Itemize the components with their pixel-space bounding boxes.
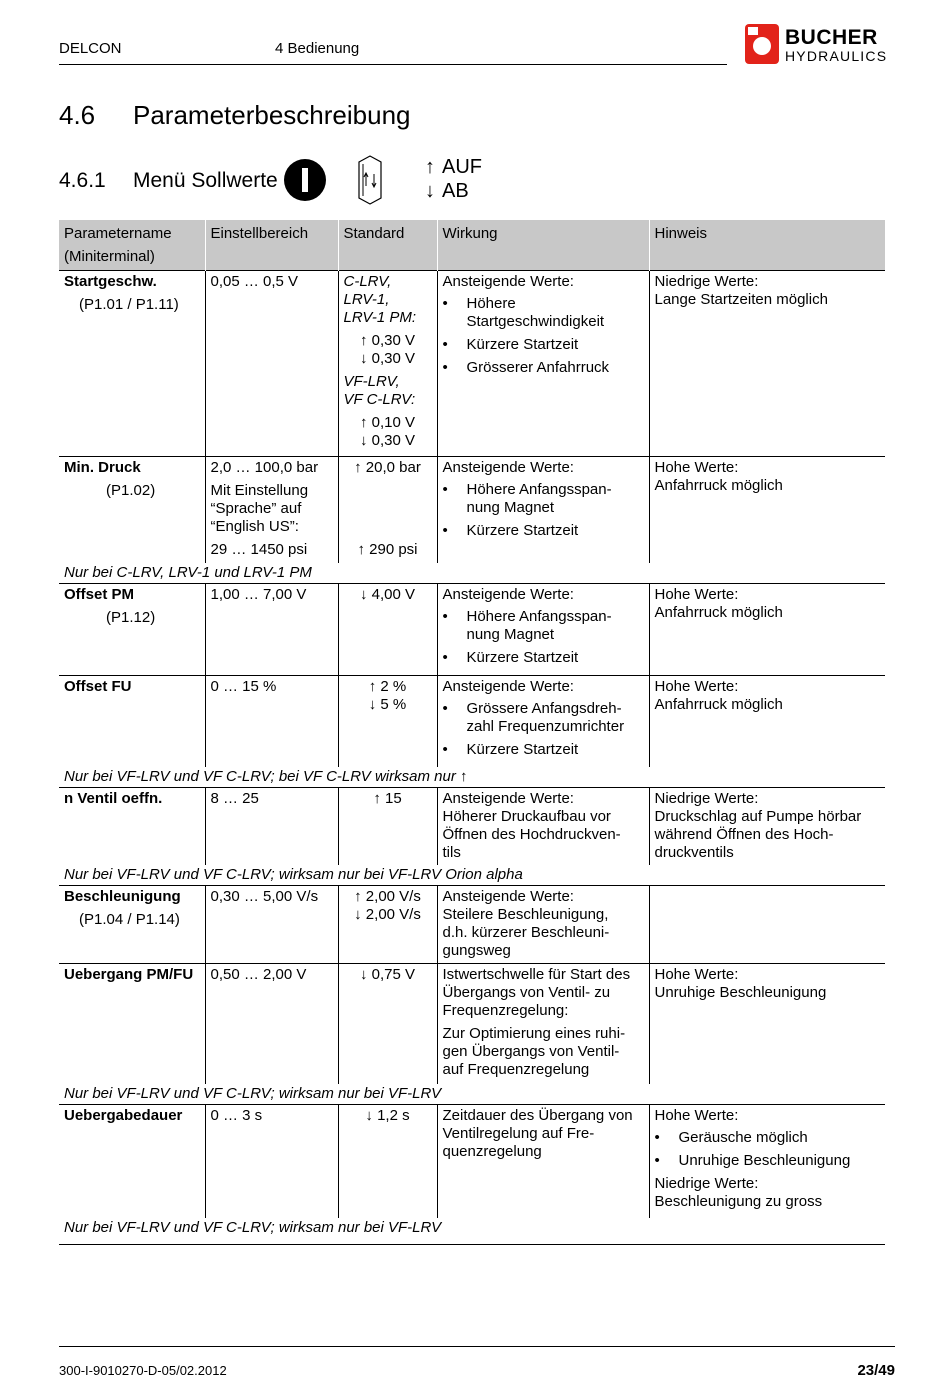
- list-item: • Kürzere Startzeit: [443, 741, 644, 759]
- param-name-cell: Beschleunigung (P1.04 / P1.14): [59, 886, 205, 964]
- bucher-logo: [745, 24, 895, 66]
- footnote-n-ventil: Nur bei VF-LRV und VF C-LRV; wirksam nur bei VF-LRV Orion alpha: [64, 866, 523, 883]
- table-bottom-rule: [59, 1244, 885, 1245]
- logo-subtitle: HYDRAULICS: [785, 48, 888, 64]
- header-chapter: 4 Bedienung: [275, 40, 360, 57]
- table-row: [59, 675, 885, 767]
- note-cell: Niedrige Werte: Druckschlag auf Pumpe hörbar während Öffnen des Hoch- druckventils: [649, 787, 885, 865]
- range-cell: 0,30 … 5,00 V/s: [205, 886, 338, 964]
- section-heading: [59, 100, 411, 131]
- up-arrow-icon: ↑: [425, 156, 435, 178]
- range-cell: 1,00 … 7,00 V: [205, 583, 338, 675]
- list-item: • Geräusche möglich: [655, 1129, 881, 1147]
- logo-name: BUCHER: [785, 26, 878, 49]
- list-item: • Höhere Startgeschwindigkeit: [443, 295, 644, 331]
- param-name-cell: Uebergang PM/FU: [59, 964, 205, 1084]
- note-cell: Niedrige Werte: Lange Startzeiten möglich: [649, 271, 885, 457]
- range-cell: 2,0 … 100,0 bar Mit Einstellung “Sprache” auf “English US”: 29 … 1450 psi: [205, 457, 338, 563]
- header-einstellbereich: Einstellbereich: [205, 220, 338, 271]
- standard-cell: ↓ 0,75 V: [338, 964, 437, 1084]
- table-row: [59, 271, 885, 457]
- list-item: • Unruhige Beschleunigung: [655, 1152, 881, 1170]
- footer-doc-id: 300-I-9010270-D-05/02.2012: [59, 1363, 227, 1378]
- list-item: • Kürzere Startzeit: [443, 522, 644, 540]
- subsection-heading: [59, 169, 278, 193]
- header-divider: [59, 64, 727, 65]
- param-name-cell: Startgeschw. (P1.01 / P1.11): [59, 271, 205, 457]
- direction-down: [425, 180, 469, 203]
- effect-cell: Ansteigende Werte: • Grössere Anfangsdreh-zahl Frequenzumrichter • Kürzere Startzeit: [437, 675, 649, 767]
- note-cell: Hohe Werte: • Geräusche möglich • Unruhige Beschleunigung Niedrige Werte: Beschleunigung zu gross: [649, 1104, 885, 1218]
- note-cell: [649, 886, 885, 964]
- parameter-table: [59, 220, 885, 1238]
- table-header-row: [59, 220, 885, 271]
- standard-cell: ↓ 1,2 s: [338, 1104, 437, 1218]
- note-cell: Hohe Werte: Anfahrruck möglich: [649, 583, 885, 675]
- range-cell: 8 … 25: [205, 787, 338, 865]
- list-item: • Grössere Anfangsdreh-zahl Frequenzumrichter: [443, 700, 644, 736]
- range-cell: 0,50 … 2,00 V: [205, 964, 338, 1084]
- header-product: DELCON: [59, 40, 122, 57]
- effect-cell: Ansteigende Werte: • Höhere Anfangsspan-nung Magnet • Kürzere Startzeit: [437, 583, 649, 675]
- note-cell: Hohe Werte: Anfahrruck möglich: [649, 457, 885, 563]
- note-cell: Hohe Werte: Anfahrruck möglich: [649, 675, 885, 767]
- param-name-cell: Offset PM (P1.12): [59, 583, 205, 675]
- list-item: • Höhere Anfangsspan-nung Magnet: [443, 481, 644, 517]
- header-wirkung: Wirkung: [437, 220, 649, 271]
- standard-cell: ↑ 2 % ↓ 5 %: [338, 675, 437, 767]
- table-row: [59, 787, 885, 865]
- table-footnote-row: [59, 563, 885, 584]
- standard-cell: C-LRV, LRV-1, LRV-1 PM: ↑ 0,30 V ↓ 0,30 V VF-LRV, VF C-LRV: ↑ 0,10 V ↓ 0,30 V: [338, 271, 437, 457]
- param-name-cell: Offset FU: [59, 675, 205, 767]
- range-cell: 0,05 … 0,5 V: [205, 271, 338, 457]
- direction-up: [425, 156, 482, 179]
- effect-cell: Istwertschwelle für Start des Übergangs von Ventil- zu Frequenzregelung: Zur Optimierung eines ruhi- gen Übergangs von Ventil- auf Frequenzregelung: [437, 964, 649, 1084]
- list-item: • Kürzere Startzeit: [443, 649, 644, 667]
- list-item: • Grösserer Anfahrruck: [443, 359, 644, 377]
- standard-cell: ↑ 2,00 V/s ↓ 2,00 V/s: [338, 886, 437, 964]
- footnote-uebergabedauer: Nur bei VF-LRV und VF C-LRV; wirksam nur bei VF-LRV: [64, 1219, 442, 1236]
- table-row: [59, 964, 885, 1084]
- effect-cell: Ansteigende Werte: • Höhere Anfangsspan-nung Magnet • Kürzere Startzeit: [437, 457, 649, 563]
- note-cell: Hohe Werte: Unruhige Beschleunigung: [649, 964, 885, 1084]
- standard-cell: ↑ 20,0 bar ↑ 290 psi: [338, 457, 437, 563]
- header-parametername: Parametername (Miniterminal): [59, 220, 205, 271]
- list-item: • Kürzere Startzeit: [443, 336, 644, 354]
- down-arrow-icon: ↓: [425, 180, 435, 202]
- table-footnote-row: [59, 865, 885, 886]
- effect-cell: Ansteigende Werte: Höherer Druckaufbau vor Öffnen des Hochdruckven- tils: [437, 787, 649, 865]
- range-cell: 0 … 3 s: [205, 1104, 338, 1218]
- footnote-offset-fu: Nur bei VF-LRV und VF C-LRV; bei VF C-LRV wirksam nur ↑: [64, 767, 468, 785]
- table-row: [59, 583, 885, 675]
- section-number: 4.6: [59, 100, 96, 130]
- direction-down-label: AB: [442, 180, 469, 202]
- subsection-number: 4.6.1: [59, 169, 106, 192]
- table-row: [59, 1104, 885, 1218]
- standard-cell: ↓ 4,00 V: [338, 583, 437, 675]
- footnote-min-druck: Nur bei C-LRV, LRV-1 und LRV-1 PM: [64, 563, 312, 581]
- effect-cell: Ansteigende Werte: • Höhere Startgeschwindigkeit • Kürzere Startzeit • Grösserer Anfahrruck: [437, 271, 649, 457]
- range-cell: 0 … 15 %: [205, 675, 338, 767]
- section-title: Parameterbeschreibung: [133, 100, 411, 130]
- table-row: [59, 457, 885, 563]
- param-name-cell: Uebergabedauer: [59, 1104, 205, 1218]
- menu-I-icon: [283, 158, 327, 202]
- table-footnote-row: [59, 1218, 885, 1238]
- header-hinweis: Hinweis: [649, 220, 885, 271]
- list-item: • Höhere Anfangsspan-nung Magnet: [443, 608, 644, 644]
- table-row: [59, 886, 885, 964]
- effect-cell: Zeitdauer des Übergang von Ventilregelung auf Fre- quenzregelung: [437, 1104, 649, 1218]
- page-number: 23/49: [857, 1362, 895, 1379]
- param-name-cell: Min. Druck (P1.02): [59, 457, 205, 563]
- standard-cell: ↑ 15: [338, 787, 437, 865]
- footer-divider: [59, 1346, 895, 1347]
- bucher-logo-mark: [745, 24, 779, 64]
- effect-cell: Ansteigende Werte: Steilere Beschleunigung, d.h. kürzerer Beschleuni- gungsweg: [437, 886, 649, 964]
- param-name-cell: n Ventil oeffn.: [59, 787, 205, 865]
- subsection-title: Menü Sollwerte: [133, 169, 278, 192]
- direction-up-label: AUF: [442, 156, 482, 178]
- footnote-uebergang: Nur bei VF-LRV und VF C-LRV; wirksam nur bei VF-LRV: [64, 1084, 442, 1102]
- table-footnote-row: [59, 1084, 885, 1105]
- up-down-switch-icon: [355, 154, 385, 206]
- header-standard: Standard: [338, 220, 437, 271]
- table-footnote-row: [59, 767, 885, 788]
